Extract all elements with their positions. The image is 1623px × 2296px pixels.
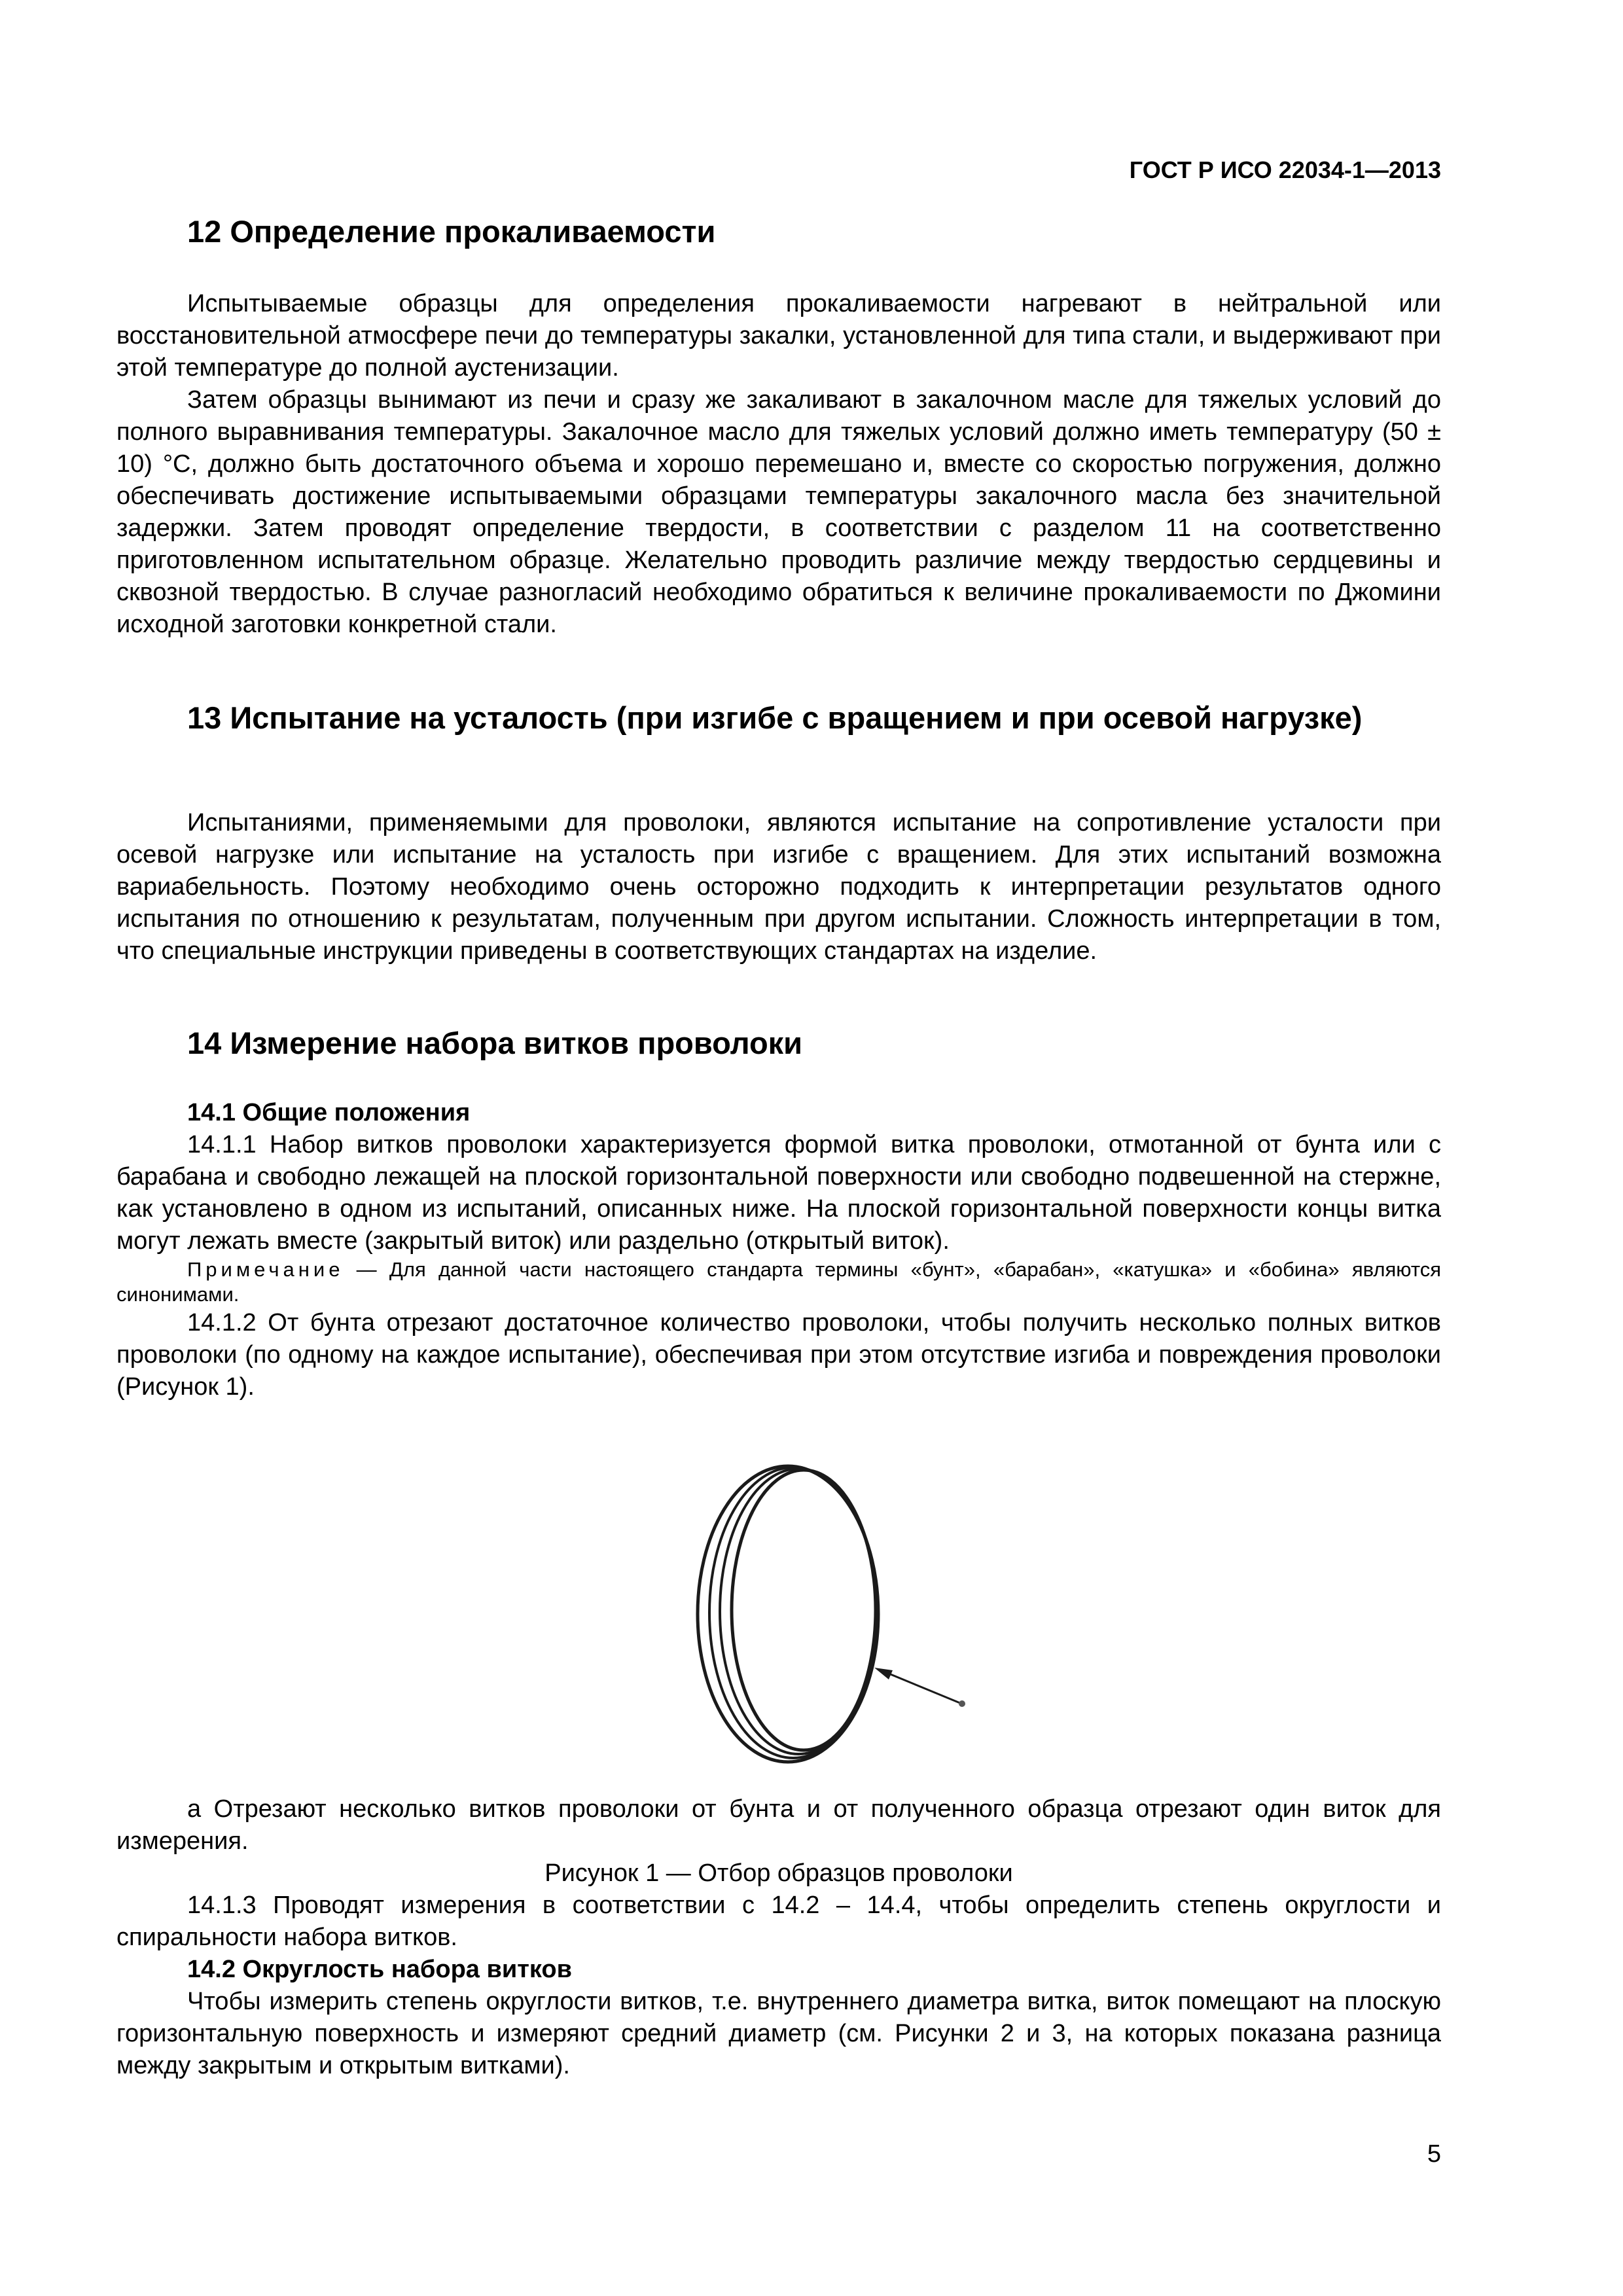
coil-turn-inner	[732, 1470, 876, 1750]
section-14-title: 14 Измерение набора витков проволоки	[187, 1026, 803, 1060]
paragraph-14-2: Чтобы измерить степень округлости витков, т.е. внутреннего диаметра витка, виток помещают на плоскую горизонтальную поверхность и измеряют средний диаметр (см. Рисунки 2 и 3, на которых показана разница между закрытым и открытым витками).	[116, 1988, 1441, 2079]
section-12-title: 12 Определение прокаливаемости	[187, 214, 716, 249]
paragraph-14-1-3: 14.1.3 Проводят измерения в соответствии с 14.2 – 14.4, чтобы определить степень округлости и спиральности набора витков.	[116, 1892, 1441, 1951]
paragraph-14-1-2: 14.1.2 От бунта отрезают достаточное количество проволоки, чтобы получить несколько полных витков проволоки (по одному на каждое испытание), обеспечивая при этом отсутствие изгиба и повреждения проволоки (Рисунок 1).	[116, 1309, 1441, 1401]
subsection-14-1-title: 14.1 Общие положения	[187, 1099, 471, 1126]
document-id: ГОСТ Р ИСО 22034-1—2013	[1129, 156, 1441, 183]
note-label: Примечание	[187, 1258, 344, 1281]
leader-dot	[959, 1700, 965, 1707]
figure-1-note: a Отрезают несколько витков проволоки от бунта и от полученного образца отрезают один виток для измерения.	[116, 1795, 1441, 1855]
paragraph-14-1-1: 14.1.1 Набор витков проволоки характеризуется формой витка проволоки, отмотанной от бунта или с барабана и свободно лежащей на плоской горизонтальной поверхности или свободно подвешенной на стержне, как установлено в одном из испытаний, описанных ниже. На плоской горизонтальной поверхности концы витка могут лежать вместе (закрытый виток) или раздельно (открытый виток).	[116, 1131, 1441, 1255]
section-13-title: 13 Испытание на усталость (при изгибе с вращением и при осевой нагрузке)	[187, 700, 1363, 735]
page-number: 5	[1427, 2140, 1441, 2168]
leader-line	[881, 1670, 960, 1703]
subsection-14-2-title: 14.2 Округлость набора витков	[187, 1956, 572, 1983]
section-13-paragraph-1: Испытаниями, применяемыми для проволоки, являются испытание на сопротивление усталости при осевой нагрузке или испытание на усталость при изгибе с вращением. Для этих испытаний возможна вариабельность. Поэтому необходимо очень осторожно подходить к интерпретации результатов одного испытания по отношению к результатам, полученным при другом испытании. Сложность интерпретации в том, что специальные инструкции приведены в соответствующих стандартах на изделие.	[116, 809, 1441, 965]
note-text: — Для данной части настоящего стандарта термины «бунт», «барабан», «катушка» и «бобина» являются синонимами.	[116, 1258, 1441, 1306]
figure-1-caption: Рисунок 1 — Отбор образцов проволоки	[544, 1859, 1013, 1887]
section-12-paragraph-2: Затем образцы вынимают из печи и сразу же закаливают в закалочном масле для тяжелых условий до полного выравнивания температуры. Закалочное масло для тяжелых условий должно иметь температуру (50 ± 10) °С, должно быть достаточного объема и хорошо перемешано и, вместе со скоростью погружения, должно обеспечивать достижение испытываемыми образцами температуры закалочного масла без значительной задержки. Затем проводят определение твердости, в соответствии с разделом 11 на соответственно приготовленном испытательном образце. Желательно проводить различие между твердостью сердцевины и сквозной твердостью. В случае разногласий необходимо обратиться к величине прокаливаемости по Джомини исходной заготовки конкретной стали.	[116, 386, 1441, 638]
leader-arrowhead	[874, 1668, 893, 1679]
section-14-continued	[116, 1793, 1441, 2082]
section-12-paragraph-1: Испытываемые образцы для определения прокаливаемости нагревают в нейтральной или восстановительной атмосфере печи до температуры закалки, установленной для типа стали, и выдерживают при этой температуре до полной аустенизации.	[116, 290, 1441, 382]
